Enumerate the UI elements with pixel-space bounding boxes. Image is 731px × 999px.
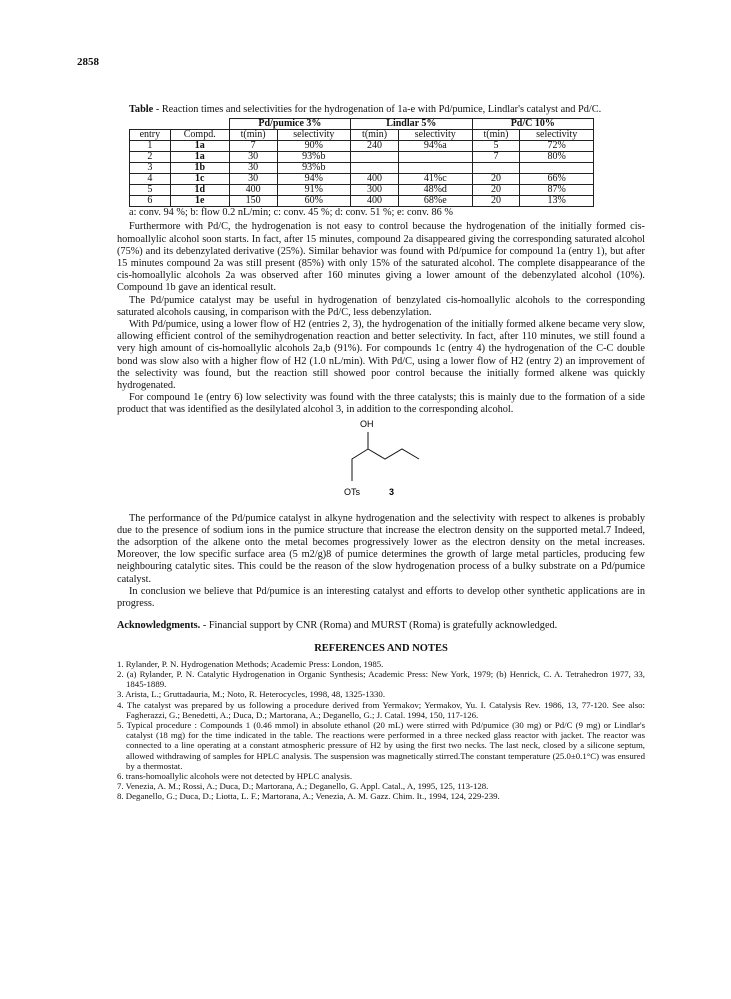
table-cell: 1c xyxy=(170,174,229,185)
table-cell: 93%b xyxy=(277,152,351,163)
table-cell: 400 xyxy=(229,185,277,196)
reference-item: 8. Deganello, G.; Duca, D.; Liotta, L. F.; Martorana, A.; Venezia, A. M. Gazz. Chim. It., 1994, 124, 229-239. xyxy=(117,791,500,802)
paragraph: The Pd/pumice catalyst may be useful in hydrogenation of benzylated cis-homoallylic alcohols to the corresponding saturated alcohols causing, in comparison with the Pd/C, less debenzylation. xyxy=(117,294,645,318)
column-header: t(min) xyxy=(351,130,399,141)
bond-chain-right xyxy=(368,449,419,459)
table-caption xyxy=(129,104,639,116)
table-row xyxy=(130,174,594,185)
table-cell xyxy=(472,163,520,174)
reference-item: 2. (a) Rylander, P. N. Catalytic Hydrogenation in Organic Synthesis; Academic Press: New York, 1979; (b) Henrick, C. A. Tetrahedron 1977, 33, 1845-1889. xyxy=(117,668,645,690)
references-heading: REFERENCES AND NOTES xyxy=(314,643,448,655)
table-cell xyxy=(351,152,399,163)
table-cell: 94% xyxy=(277,174,351,185)
column-header-row xyxy=(130,130,594,141)
table-cell: 91% xyxy=(277,185,351,196)
reference-item: 1. Rylander, P. N. Hydrogenation Methods; Academic Press: London, 1985. xyxy=(117,658,384,669)
table-cell: 48%d xyxy=(398,185,472,196)
table-cell: 1a xyxy=(170,141,229,152)
table-cell: 87% xyxy=(520,185,594,196)
article-body xyxy=(117,104,645,802)
reference-item: 6. trans-homoallylic alcohols were not detected by HPLC analysis. xyxy=(117,770,353,781)
paragraph: In conclusion we believe that Pd/pumice is an interesting catalyst and efforts to develop other synthetic applications are in progress. xyxy=(117,585,645,610)
table-cell: 30 xyxy=(229,152,277,163)
structure-drawing xyxy=(117,417,645,513)
table-cell: 240 xyxy=(351,141,399,152)
group-header-pd-c: Pd/C 10% xyxy=(472,119,593,130)
table-footnote: a: conv. 94 %; b: flow 0.2 nL/min; c: conv. 45 %; d: conv. 51 %; e: conv. 86 % xyxy=(129,207,453,219)
paragraph: The performance of the Pd/pumice catalyst in alkyne hydrogenation and the selectivity with respect to alkenes is probably due to the presence of sodium ions in the pumice structure that increase the electron density on the supported metal.7 Indeed, the adsorption of the alkene onto the metal becomes progressively lower as the electron density on the metal increases. Moreover, the low specific surface area (5 m2/g)8 of pumice determines the growth of large metal particles, producing few neighbouring catalytic sites. This could be the reason of the slow hydrogenation process of a bulky substrate on a Pd/pumice catalyst. xyxy=(117,512,645,585)
table-cell: 30 xyxy=(229,163,277,174)
table-row xyxy=(130,163,594,174)
group-header-pd-pumice: Pd/pumice 3% xyxy=(229,119,350,130)
table-row xyxy=(130,152,594,163)
table-cell: 93%b xyxy=(277,163,351,174)
column-header: entry xyxy=(130,130,171,141)
results-table xyxy=(129,118,594,207)
table-cell: 150 xyxy=(229,196,277,207)
table-cell: 5 xyxy=(472,141,520,152)
table-cell: 13% xyxy=(520,196,594,207)
column-header: selectivity xyxy=(277,130,351,141)
table-cell: 300 xyxy=(351,185,399,196)
table-cell: 2 xyxy=(130,152,171,163)
table-cell: 80% xyxy=(520,152,594,163)
table-caption-prefix: Table xyxy=(129,104,154,115)
table-cell: 7 xyxy=(472,152,520,163)
paragraph: Furthermore with Pd/C, the hydrogenation is not easy to control because the hydrogenation of the initially formed cis-homoallylic alcohol soon starts. In fact, after 15 minutes, compound 2a disappeared giving the corresponding saturated alcohol (75%) and its debenzylated derivative (25%). Similar behavior was found with Pd/pumice for compound 1a (entry 1), but after 15 minutes compound 2a was still present (85%) with only 15% of the saturated alcohol. The complete disappearance of the cis-homoallylic alcohols 2a was observed after 160 minutes giving a lower amount of the debenzylated alcohol (10%). Compound 1b gave an identical result. xyxy=(117,221,645,294)
table-cell: 90% xyxy=(277,141,351,152)
table-cell: 66% xyxy=(520,174,594,185)
table-cell: 400 xyxy=(351,196,399,207)
table-caption-text: - Reaction times and selectivities for the hydrogenation of 1a-e with Pd/pumice, Lindlar's catalyst and Pd/C. xyxy=(155,104,602,115)
ots-label: OTs xyxy=(344,486,361,497)
body-paragraphs-2 xyxy=(117,513,645,611)
table-cell: 5 xyxy=(130,185,171,196)
table-cell: 400 xyxy=(351,174,399,185)
table-cell: 72% xyxy=(520,141,594,152)
table-row xyxy=(130,196,594,207)
table-cell: 20 xyxy=(472,174,520,185)
chemical-structure-3 xyxy=(117,417,645,513)
table-cell: 1b xyxy=(170,163,229,174)
paragraph: With Pd/pumice, using a lower flow of H2 (entries 2, 3), the hydrogenation of the initially formed alkene became very slow, allowing efficient control of the semihydrogenation reaction and better selectivity. In fact, after 110 minutes, we still found a very high amount of cis-homoallylic alcohols 2a,b (91%). For compounds 1c (entry 4) the hydrogenation of the C-C double bond was slow also with a higher flow of H2 (1.0 nL/min). With Pd/C, using a lower flow of H2 (entry 2) an improvement of the selectivity was found, but the reaction still showed poor control because the initially formed alkene was quickly hydrogenated. xyxy=(117,319,645,392)
page-number: 2858 xyxy=(77,56,99,68)
table-cell: 1e xyxy=(170,196,229,207)
table-cell xyxy=(398,152,472,163)
table-cell xyxy=(520,163,594,174)
paragraph: For compound 1e (entry 6) low selectivity was found with the three catalysts; this is mainly due to the formation of a side product that was identified as the desilylated alcohol 3, in addition to the corresponding alcohol. xyxy=(117,392,645,416)
table-cell xyxy=(398,163,472,174)
column-header: t(min) xyxy=(229,130,277,141)
table-cell: 4 xyxy=(130,174,171,185)
acknowledgments-heading: Acknowledgments. xyxy=(117,620,201,632)
group-header-lindlar: Lindlar 5% xyxy=(351,119,472,130)
table-cell: 1a xyxy=(170,152,229,163)
table-cell: 1 xyxy=(130,141,171,152)
reference-item: 7. Venezia, A. M.; Rossi, A.; Duca, D.; Martorana, A.; Deganello, G. Appl. Catal., A, 1995, 125, 113-128. xyxy=(117,781,489,792)
reference-item: 4. The catalyst was prepared by us following a procedure derived from Yermakov; Yermakov, Yu. I. Catalysis Rev. 1986, 13, 77-120. See also: Fagherazzi, G.; Benedetti, A.; Duca, D.; Martorana, A.; Deganello, G.; J. Catal. 1994, 150, 117-126. xyxy=(117,699,645,720)
body-paragraphs xyxy=(117,221,645,416)
table-cell: 60% xyxy=(277,196,351,207)
table-body xyxy=(130,141,594,207)
table-cell: 68%e xyxy=(398,196,472,207)
table-cell: 94%a xyxy=(398,141,472,152)
column-header: selectivity xyxy=(520,130,594,141)
table-cell xyxy=(351,163,399,174)
compound-number: 3 xyxy=(389,486,395,497)
table-cell: 7 xyxy=(229,141,277,152)
column-header: Compd. xyxy=(170,130,229,141)
table-cell: 6 xyxy=(130,196,171,207)
table-cell: 20 xyxy=(472,185,520,196)
table-cell: 30 xyxy=(229,174,277,185)
table-row xyxy=(130,141,594,152)
table-cell: 20 xyxy=(472,196,520,207)
references-list xyxy=(117,659,645,802)
reference-item: 3. Arista, L.; Gruttadauria, M.; Noto, R. Heterocycles, 1998, 48, 1325-1330. xyxy=(117,689,386,700)
table-row xyxy=(130,185,594,196)
table-cell: 1d xyxy=(170,185,229,196)
reference-item: 5. Typical procedure : Compounds 1 (0.46 mmol) in absolute ethanol (20 mL) were stirred with Pd/pumice (30 mg) or Pd/C (9 mg) or Lindlar's catalyst (18 mg) for the time indicated in the table. The reactions were performed in a three necked glass reactor with jacket. The reactor was connected to a line operating at a constant atmospheric pressure of H2 by using the first two necks. The last neck, closed by a silicone septum, allowed withdrawing of samples for HPLC analysis. The suspension was magnetically stirred.The constant temperature (25.0±0.1°C) was ensured by a thermostat. xyxy=(117,719,645,771)
table-cell: 41%c xyxy=(398,174,472,185)
bond-chain-left xyxy=(352,432,368,481)
table-cell: 3 xyxy=(130,163,171,174)
column-header: t(min) xyxy=(472,130,520,141)
column-header: selectivity xyxy=(398,130,472,141)
oh-label: OH xyxy=(360,418,374,429)
acknowledgments-text: - Financial support by CNR (Roma) and MURST (Roma) is gratefully acknowledged. xyxy=(202,620,558,632)
acknowledgments xyxy=(117,620,645,632)
